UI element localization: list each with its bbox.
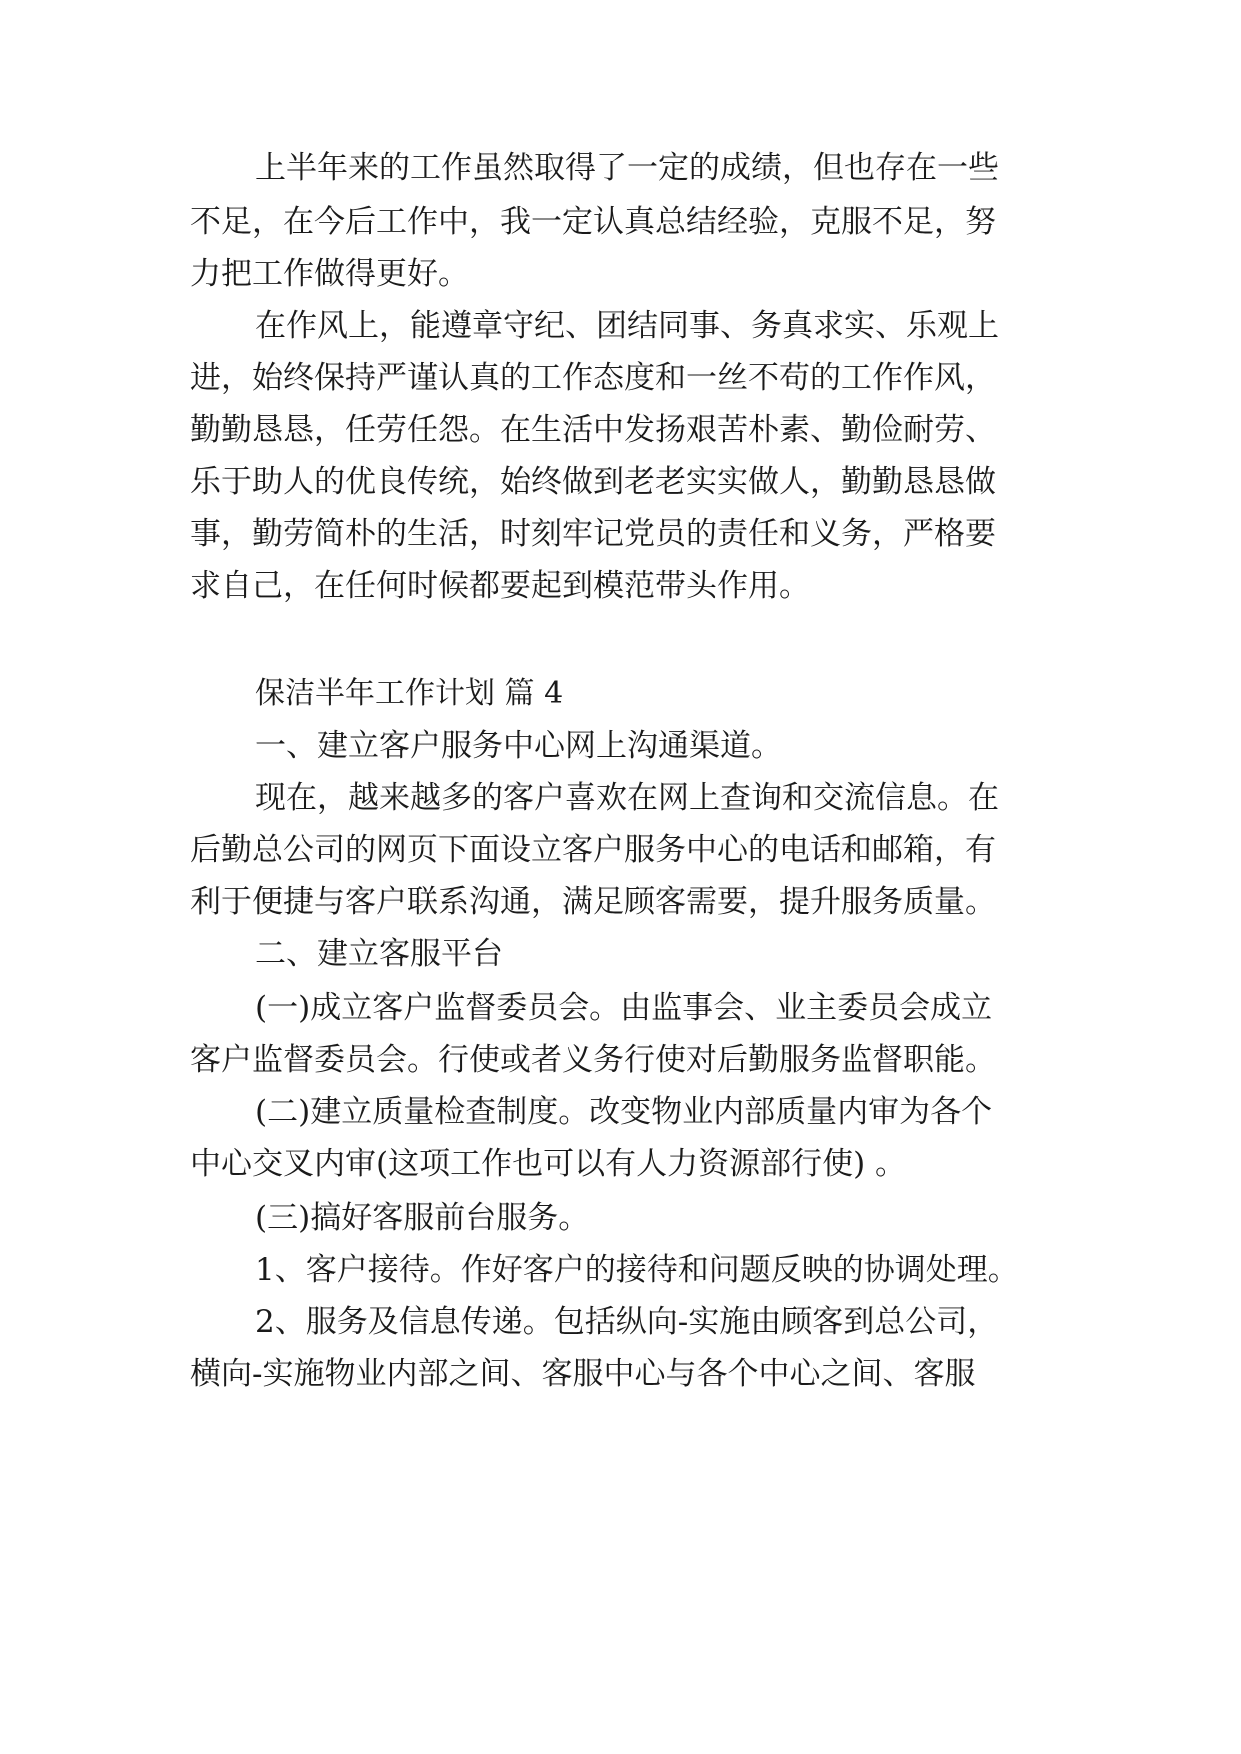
- item-heading: 一、建立客户服务中心网上沟通渠道。: [255, 728, 782, 764]
- sub-item-line: 中心交叉内审(这项工作也可以有人力资源部行使) 。: [190, 1146, 907, 1182]
- paragraph-line: 后勤总公司的网页下面设立客户服务中心的电话和邮箱，有: [190, 832, 996, 868]
- sub-item-line: (一)成立客户监督委员会。由监事会、业主委员会成立: [255, 990, 993, 1026]
- paragraph-line: 事，勤劳简朴的生活，时刻牢记党员的责任和义务，严格要: [190, 516, 996, 552]
- sub-item-line: (二)建立质量检查制度。改变物业内部质量内审为各个: [255, 1094, 993, 1130]
- paragraph-line: 在作风上，能遵章守纪、团结同事、务真求实、乐观上: [255, 308, 999, 344]
- point-line: 横向-实施物业内部之间、客服中心与各个中心之间、客服: [190, 1356, 976, 1392]
- sub-item-line: 客户监督委员会。行使或者义务行使对后勤服务监督职能。: [190, 1042, 996, 1078]
- paragraph-line: 求自己，在任何时候都要起到模范带头作用。: [190, 568, 810, 604]
- point-line: 2、服务及信息传递。包括纵向-实施由顾客到总公司，: [255, 1304, 999, 1340]
- paragraph-line: 不足，在今后工作中，我一定认真总结经验，克服不足，努: [190, 204, 996, 240]
- paragraph-line: 进，始终保持严谨认真的工作态度和一丝不苟的工作作风，: [190, 360, 996, 396]
- paragraph-line: 上半年来的工作虽然取得了一定的成绩，但也存在一些: [255, 150, 999, 186]
- point-line: 1、客户接待。作好客户的接待和问题反映的协调处理。: [255, 1252, 1019, 1288]
- paragraph-line: 利于便捷与客户联系沟通，满足顾客需要，提升服务质量。: [190, 884, 996, 920]
- section-title: 保洁半年工作计划 篇 4: [255, 676, 564, 711]
- item-heading: 二、建立客服平台: [255, 936, 503, 972]
- paragraph-line: 勤勤恳恳，任劳任怨。在生活中发扬艰苦朴素、勤俭耐劳、: [190, 412, 996, 448]
- paragraph-line: 力把工作做得更好。: [190, 256, 469, 292]
- paragraph-line: 乐于助人的优良传统，始终做到老老实实做人，勤勤恳恳做: [190, 464, 996, 500]
- paragraph-line: 现在，越来越多的客户喜欢在网上查询和交流信息。在: [255, 780, 999, 816]
- sub-item-line: (三)搞好客服前台服务。: [255, 1200, 590, 1236]
